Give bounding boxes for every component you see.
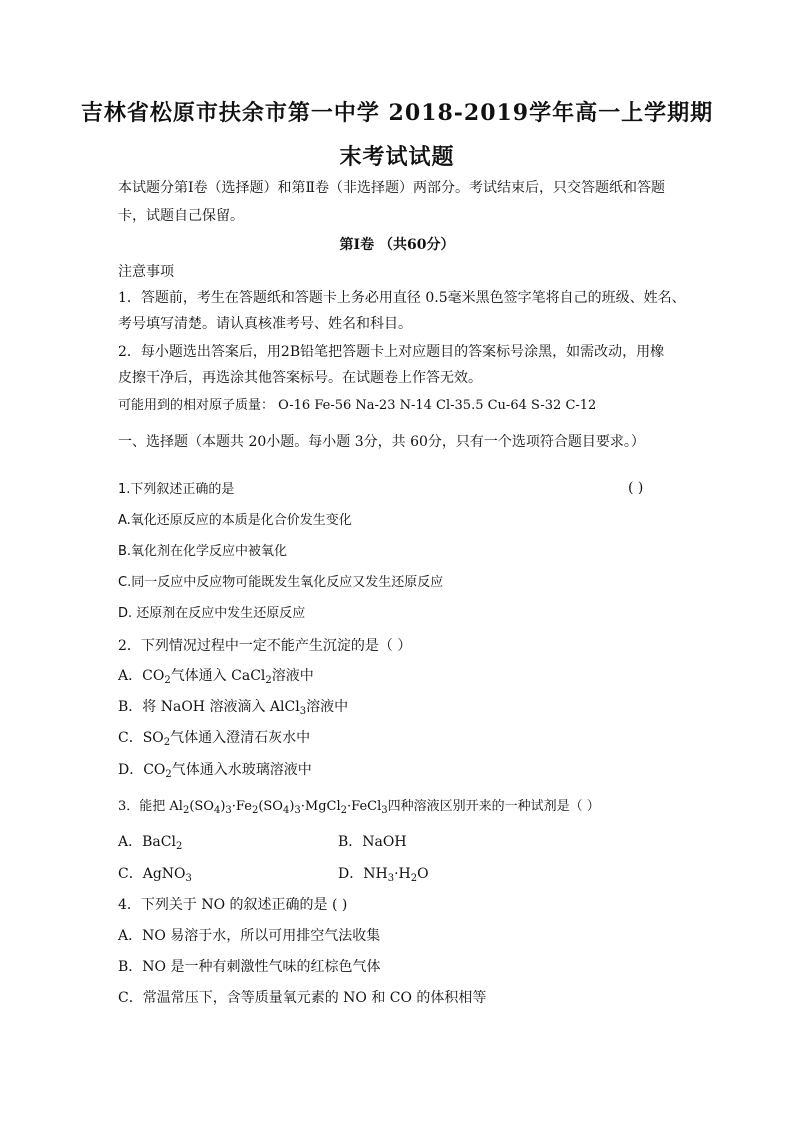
q2-stem: 2．下列情况过程中一定不能产生沉淀的是（ ） bbox=[118, 638, 412, 654]
q3-option-d: D．$NH_3\cdot H_2O$ bbox=[338, 866, 429, 884]
q1-option-d: D. 还原剂在反应中发生还原反应 bbox=[118, 606, 306, 621]
q3-option-b: B．NaOH bbox=[338, 834, 407, 850]
q1-option-a: A.氧化还原反应的本质是化合价发生变化 bbox=[118, 513, 352, 528]
q1-answer-bracket: ( ) bbox=[628, 480, 644, 496]
exam-title-line1: 吉林省松原市扶余市第一中学 2018-2019学年高一上学期期 bbox=[80, 100, 714, 126]
atomic-masses: 可能用到的相对原子质量： O-16 Fe-56 Na-23 N-14 Cl-35.5 Cu-64 S-32 C-12 bbox=[118, 398, 597, 413]
q3-stem: 3．能把 $Al_2(SO_4)_3\cdot Fe_2(SO_4)_3\cdot MgCl_2\cdot FeCl_3$四种溶液区别开来的一种试剂是（ ） bbox=[118, 799, 600, 816]
q1-option-b: B.氧化剂在化学反应中被氧化 bbox=[118, 544, 288, 559]
q4-option-c: C．常温常压下，含等质量氧元素的 NO 和 CO 的体积相等 bbox=[118, 990, 487, 1006]
exam-title-line2: 末考试试题 bbox=[339, 144, 455, 170]
notes-heading: 注意事项 bbox=[118, 264, 174, 280]
q4-option-b: B．NO 是一种有刺激性气味的红棕色气体 bbox=[118, 959, 381, 975]
section1-title: 第Ⅰ卷 （共60分） bbox=[339, 237, 455, 253]
q2-option-d: D．$CO_2$气体通入水玻璃溶液中 bbox=[118, 762, 312, 780]
q2-option-b: B．将 NaOH 溶液滴入 AlCl$_3$溶液中 bbox=[118, 699, 349, 717]
q4-stem: 4．下列关于 NO 的叙述正确的是 ( ) bbox=[118, 897, 348, 913]
intro-line2: 卡，试题自己保留。 bbox=[118, 208, 244, 224]
note1-line2: 考号填写清楚。请认真核准考号、姓名和科目。 bbox=[118, 316, 412, 332]
note2-line2: 皮擦干净后，再选涂其他答案标号。在试题卷上作答无效。 bbox=[118, 370, 482, 386]
note1-line1: 1．答题前，考生在答题纸和答题卡上务必用直径 0.5毫米黑色签字笔将自己的班级、姓名、 bbox=[118, 290, 686, 306]
q1-stem: 1.下列叙述正确的是 bbox=[118, 482, 235, 497]
part1-heading: 一、选择题（本题共 20小题。每小题 3分，共 60分，只有一个选项符合题目要求。） bbox=[118, 434, 645, 450]
intro-line1: 本试题分第Ⅰ卷（选择题）和第Ⅱ卷（非选择题）两部分。考试结束后，只交答题纸和答题 bbox=[118, 180, 666, 196]
note2-line1: 2．每小题选出答案后，用2B铅笔把答题卡上对应题目的答案标号涂黑，如需改动，用橡 bbox=[118, 344, 665, 360]
q4-option-a: A．NO 易溶于水，所以可用排空气法收集 bbox=[118, 928, 381, 944]
q1-option-c: C.同一反应中反应物可能既发生氧化反应又发生还原反应 bbox=[118, 575, 444, 590]
q2-option-c: C．$SO_2$气体通入澄清石灰水中 bbox=[118, 730, 311, 748]
q3-option-c: C．AgNO$_3$ bbox=[118, 866, 192, 884]
q2-option-a: A．$CO_2$气体通入 CaCl$_2$溶液中 bbox=[118, 668, 314, 686]
q3-option-a: A．BaCl$_2$ bbox=[118, 834, 183, 852]
